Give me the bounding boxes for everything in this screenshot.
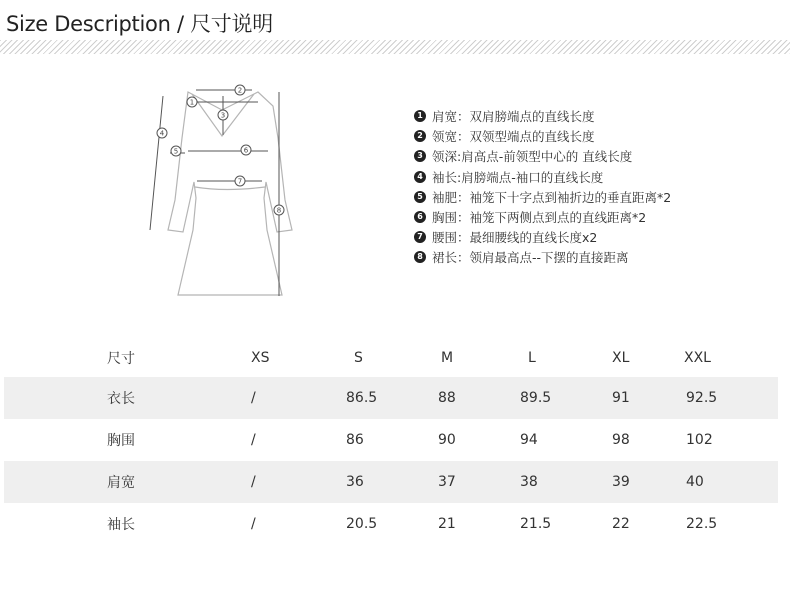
legend-number-badge: 8 — [414, 251, 426, 263]
table-row — [0, 503, 790, 545]
table-cell: 86.5 — [346, 390, 378, 406]
marker-5-label: 5 — [173, 147, 179, 156]
header-cell: L — [528, 350, 536, 366]
table-cell: / — [251, 432, 256, 448]
marker-6-label: 6 — [243, 146, 249, 155]
legend-item — [414, 106, 671, 126]
row-label: 肩宽 — [107, 475, 135, 491]
legend-number-badge: 5 — [414, 191, 426, 203]
table-cell: 22 — [612, 516, 630, 532]
table-cell: 36 — [346, 474, 364, 490]
table-row — [4, 461, 778, 503]
legend-text: 领深:肩高点-前领型中心的 直线长度 — [432, 149, 633, 165]
header-cell: S — [354, 350, 363, 366]
table-cell: 102 — [686, 432, 713, 448]
table-cell: 21.5 — [520, 516, 552, 532]
legend-item — [414, 126, 671, 146]
legend-number-badge: 1 — [414, 110, 426, 122]
legend-number-badge: 7 — [414, 231, 426, 243]
header-cell: XL — [612, 350, 630, 366]
marker-7-label: 7 — [237, 177, 243, 186]
table-cell: 40 — [686, 474, 704, 490]
size-table — [0, 339, 790, 545]
legend-item — [414, 207, 671, 227]
table-cell: 20.5 — [346, 516, 378, 532]
table-header-row — [0, 339, 790, 377]
legend-number-badge: 6 — [414, 211, 426, 223]
waist-seam — [195, 187, 265, 190]
marker-1-label: 1 — [189, 98, 195, 107]
table-cell: / — [251, 390, 256, 406]
table-cell: 89.5 — [520, 390, 552, 406]
table-cell: 21 — [438, 516, 456, 532]
legend-item — [414, 167, 671, 187]
table-cell: 37 — [438, 474, 456, 490]
legend-item — [414, 146, 671, 166]
row-label: 袖长 — [107, 517, 135, 533]
legend-text: 袖肥：袖笼下十字点到袖折边的垂直距离*2 — [432, 189, 672, 205]
dress-outline — [168, 92, 292, 295]
legend-text: 肩宽：双肩膀端点的直线长度 — [432, 109, 595, 125]
legend-text: 领宽：双领型端点的直线长度 — [432, 129, 595, 145]
header-cell: M — [441, 350, 454, 366]
legend-item — [414, 187, 671, 207]
table-cell: 38 — [520, 474, 538, 490]
marker-2-label: 2 — [237, 86, 243, 95]
table-cell: 22.5 — [686, 516, 718, 532]
table-cell: 91 — [612, 390, 630, 406]
table-row — [0, 419, 790, 461]
legend-item — [414, 247, 671, 267]
table-cell: 88 — [438, 390, 456, 406]
table-cell: / — [251, 516, 256, 532]
legend-text: 袖长:肩膀端点-袖口的直线长度 — [432, 169, 604, 185]
table-cell: 90 — [438, 432, 456, 448]
page-title: Size Description / 尺寸说明 — [6, 12, 273, 36]
table-cell: 39 — [612, 474, 630, 490]
marker-4-label: 4 — [159, 129, 165, 138]
table-row — [4, 377, 778, 419]
table-cell: 94 — [520, 432, 538, 448]
marker-3-label: 3 — [220, 111, 226, 120]
title-divider — [0, 40, 790, 54]
legend-number-badge: 3 — [414, 150, 426, 162]
table-cell: 92.5 — [686, 390, 718, 406]
legend-number-badge: 2 — [414, 130, 426, 142]
row-label: 胸围 — [107, 433, 135, 449]
header-cell: XXL — [684, 350, 711, 366]
legend-item — [414, 227, 671, 247]
row-label: 衣长 — [107, 391, 135, 407]
table-cell: 86 — [346, 432, 364, 448]
measurement-legend — [414, 106, 671, 268]
dress-measurement-diagram — [140, 80, 300, 310]
legend-text: 裙长：领肩最高点--下摆的直接距离 — [432, 250, 629, 266]
legend-text: 胸围：袖笼下两侧点到点的直线距离*2 — [432, 210, 647, 226]
legend-number-badge: 4 — [414, 171, 426, 183]
marker-8-label: 8 — [276, 206, 282, 215]
legend-text: 腰围：最细腰线的直线长度x2 — [432, 230, 598, 246]
table-cell: / — [251, 474, 256, 490]
table-cell: 98 — [612, 432, 630, 448]
header-cell: XS — [251, 350, 270, 366]
header-cell: 尺寸 — [107, 351, 135, 367]
